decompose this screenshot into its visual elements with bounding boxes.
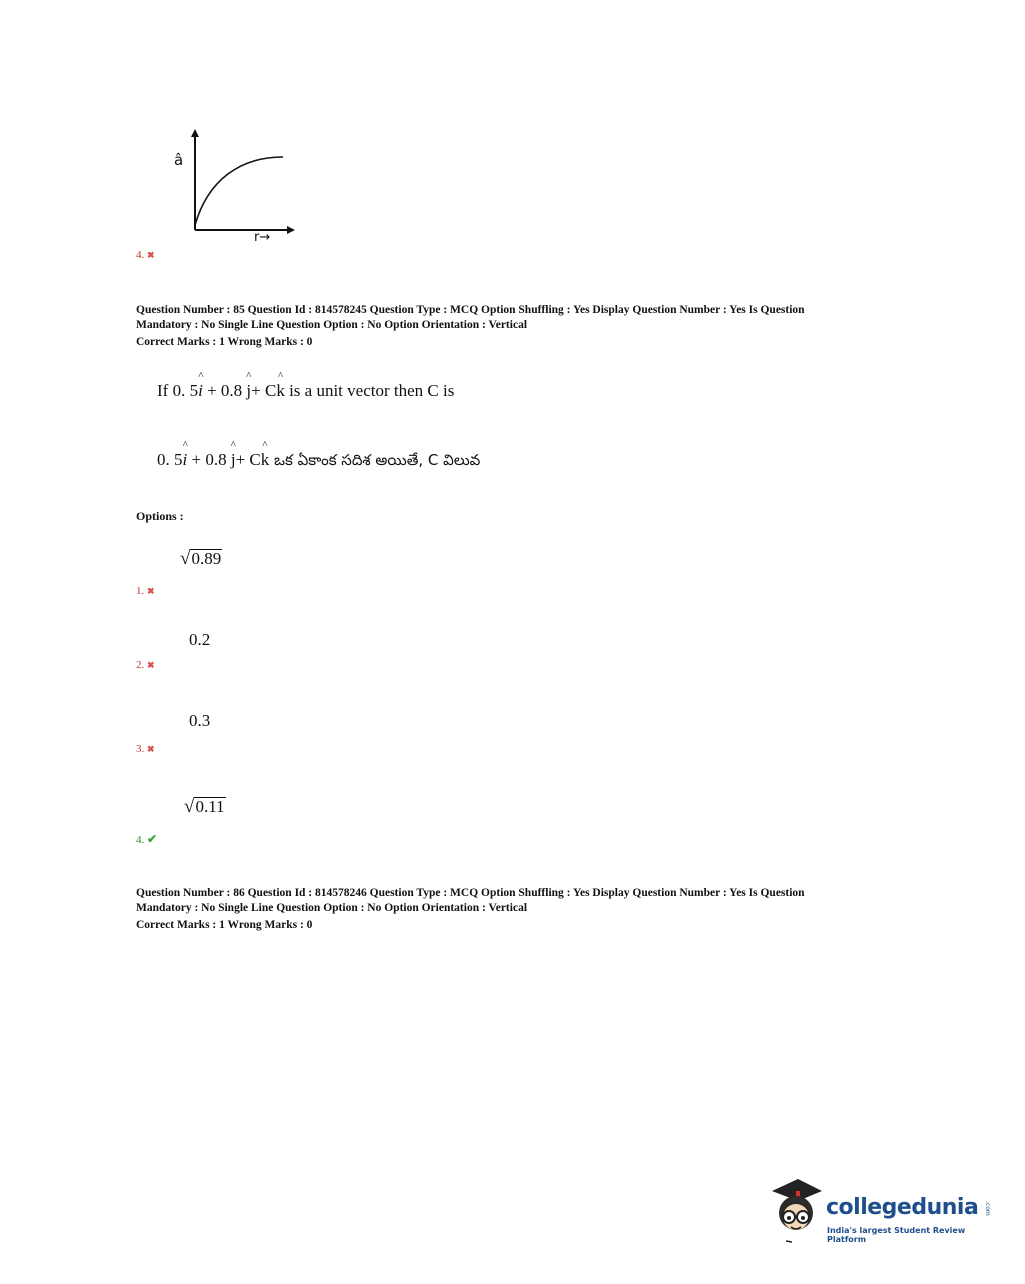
options-label: Options : xyxy=(136,509,184,523)
option-3-value: 0.3 xyxy=(189,711,211,730)
y-axis-arrow xyxy=(191,129,199,137)
logo-tagline: India's largest Student Review Platform xyxy=(827,1226,966,1244)
wrong-icon: ✖ xyxy=(147,660,155,670)
question-text-telugu: 0. 5^ i + 0.8 ^ j+ C^ k ఒక ఏకాంక సదిశ అయితే, C విలువ xyxy=(157,450,480,473)
graph-figure xyxy=(170,125,310,250)
sqrt-symbol: √ xyxy=(184,796,195,817)
option-4-value: √ 0.11 xyxy=(184,796,225,817)
mascot-icon xyxy=(764,1177,826,1243)
logo-name: collegedunia xyxy=(826,1195,979,1220)
correct-icon: ✔ xyxy=(147,832,158,846)
wrong-icon: ✖ xyxy=(147,586,155,596)
wrong-icon: ✖ xyxy=(147,744,155,754)
option-3-number: 3. ✖ xyxy=(136,743,155,755)
logo-com: .com xyxy=(984,1201,991,1216)
graph-option-number: 4. ✖ xyxy=(136,249,155,261)
question-text-english: If 0. 5^ i + 0.8 ^ j+ C^ k is a unit vector then C is xyxy=(157,381,454,401)
option-1-number: 1. ✖ xyxy=(136,585,155,597)
sqrt-symbol: √ xyxy=(180,548,191,569)
curve xyxy=(195,157,283,225)
acceleration-graph xyxy=(170,125,310,250)
wrong-icon: ✖ xyxy=(147,250,155,260)
option-1-value: √ 0.89 xyxy=(180,548,222,569)
question-86-meta: Question Number : 86 Question Id : 814578246 Question Type : MCQ Option Shuffling : Yes Display Question Number : Yes Is Question Mandatory : No Single Line Question Option : No Option Orientation : Vertical Correct Marks : 1 Wrong Marks : 0 xyxy=(136,887,805,931)
option-2-value: 0.2 xyxy=(189,630,211,649)
x-axis-arrow xyxy=(287,226,295,234)
option-2-number: 2. ✖ xyxy=(136,659,155,671)
collegedunia-logo xyxy=(764,1177,994,1247)
x-axis-label: r→ xyxy=(254,230,271,245)
question-85-meta: Question Number : 85 Question Id : 814578245 Question Type : MCQ Option Shuffling : Yes Display Question Number : Yes Is Question Mandatory : No Single Line Question Option : No Option Orientation : Vertical Correct Marks : 1 Wrong Marks : 0 xyxy=(136,304,805,348)
option-4-number: 4. ✔ xyxy=(136,832,158,846)
y-axis-label: â xyxy=(174,151,184,169)
